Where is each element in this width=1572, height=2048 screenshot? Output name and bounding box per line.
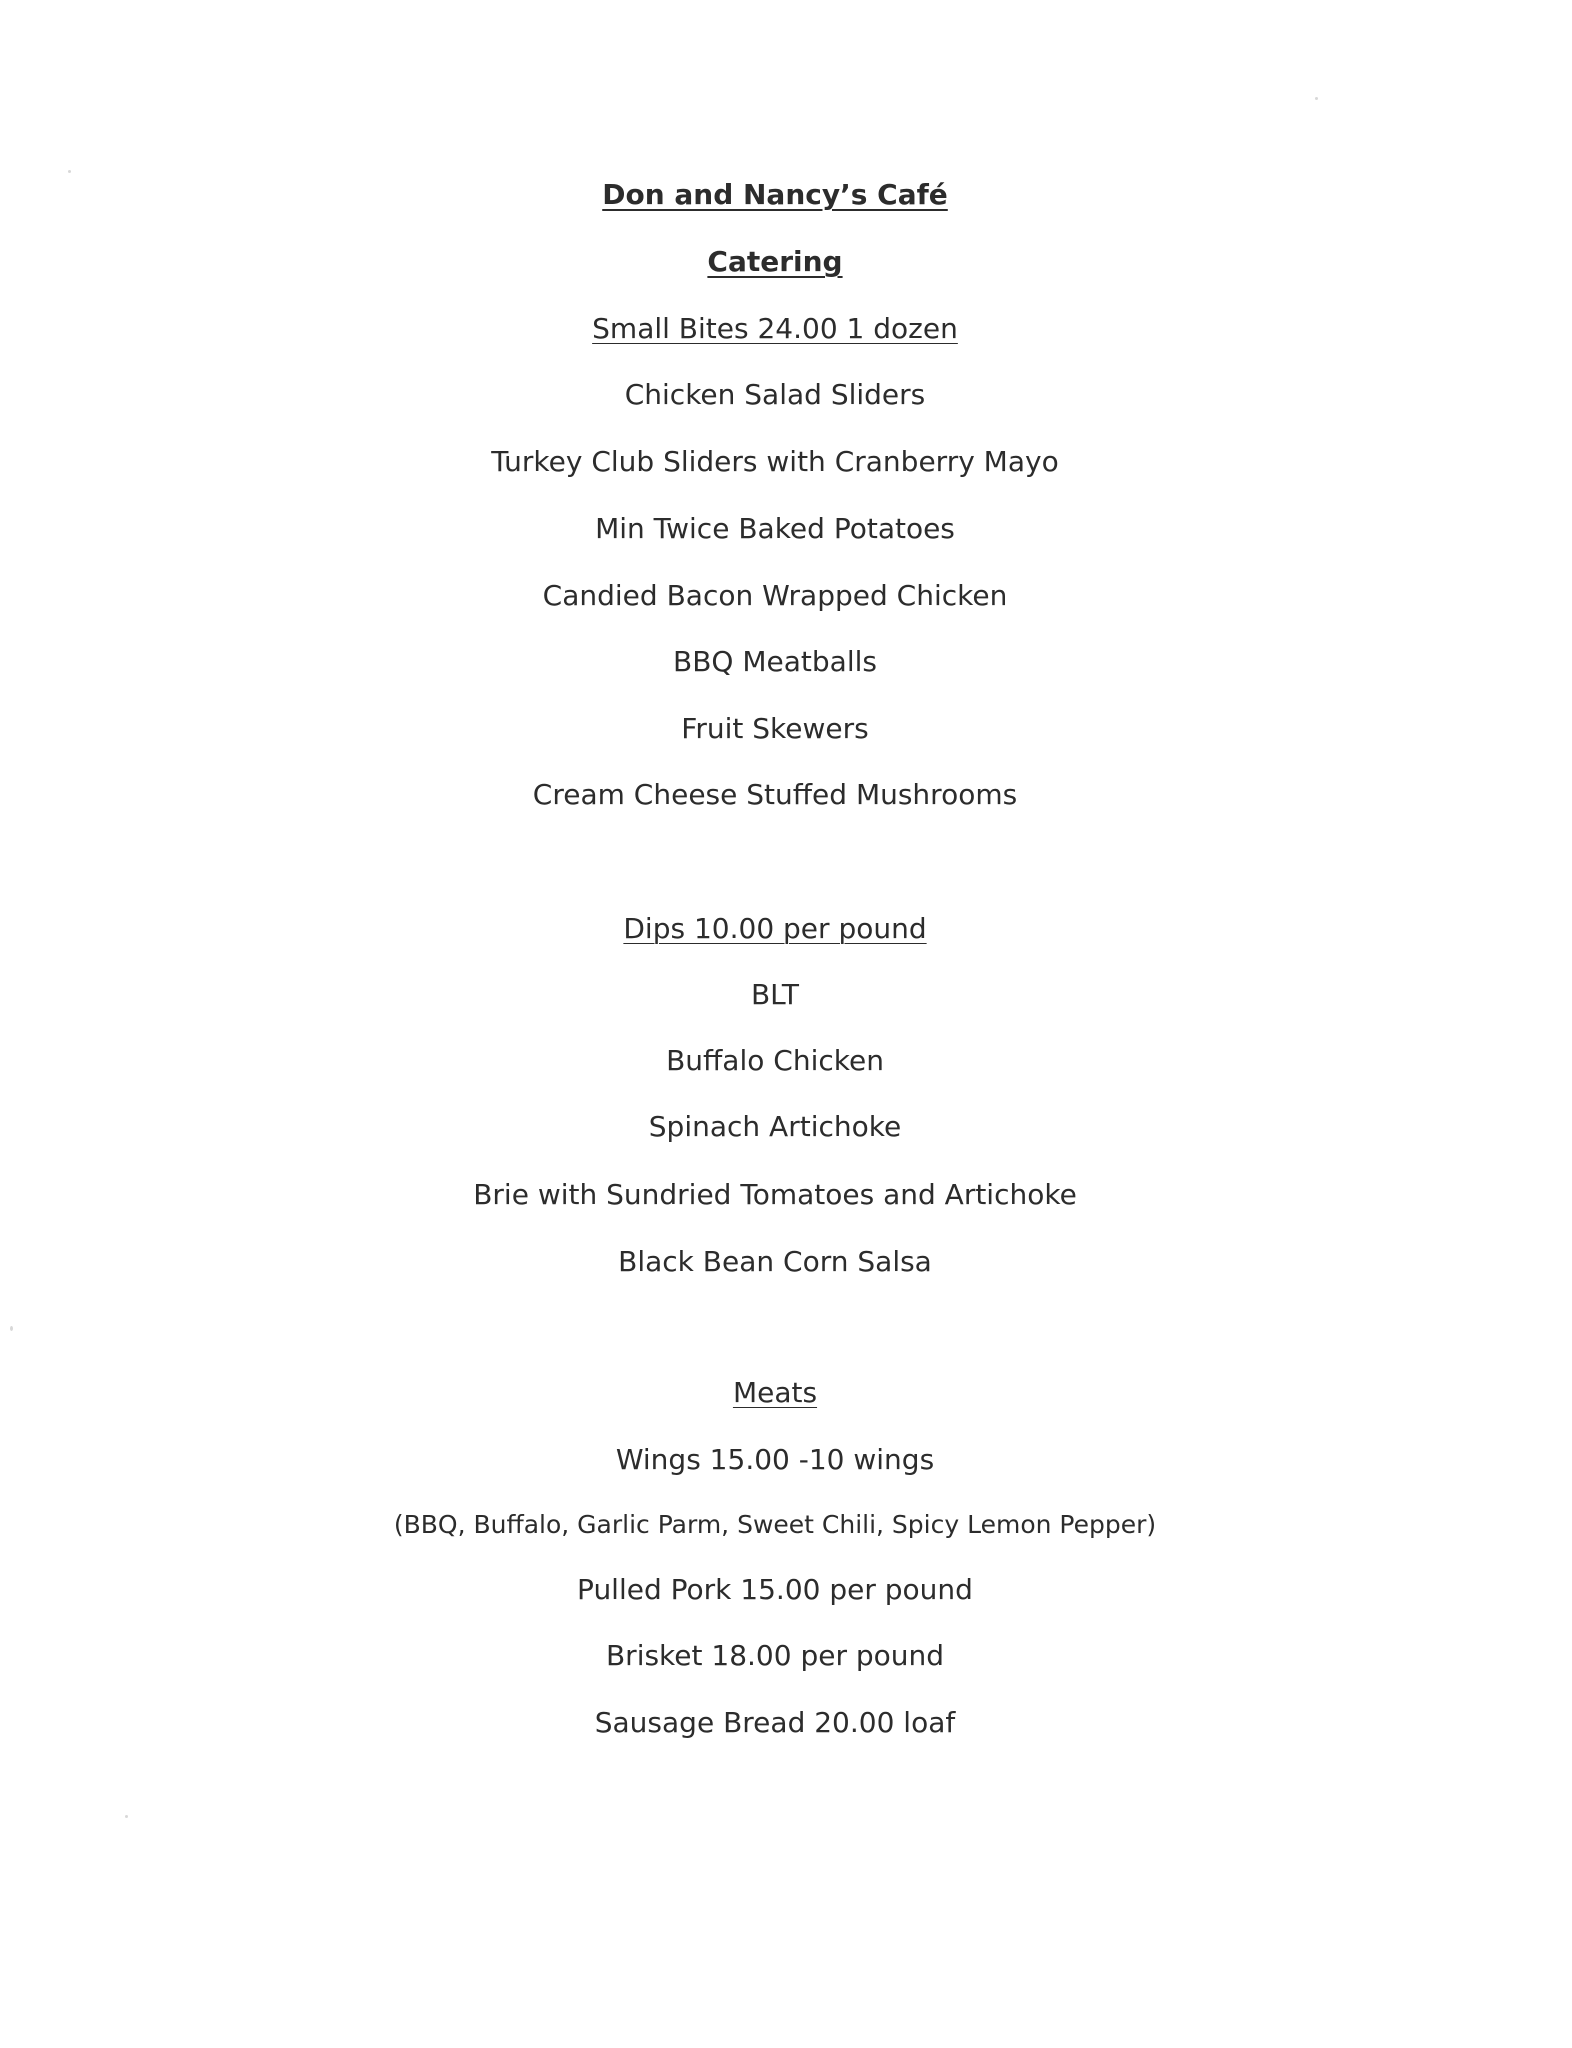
menu-item: Cream Cheese Stuffed Mushrooms — [532, 778, 1018, 811]
menu-item: Candied Bacon Wrapped Chicken — [542, 579, 1008, 612]
scan-speck — [10, 1326, 13, 1331]
menu-item: Spinach Artichoke — [648, 1110, 902, 1143]
menu-item: BBQ Meatballs — [673, 645, 877, 678]
menu-item: Pulled Pork 15.00 per pound — [577, 1573, 973, 1606]
menu-item: Brisket 18.00 per pound — [605, 1639, 945, 1672]
menu-item: Turkey Club Sliders with Cranberry Mayo — [491, 445, 1059, 478]
menu-item: Chicken Salad Sliders — [624, 378, 926, 411]
menu-item: Wings 15.00 -10 wings — [615, 1443, 935, 1476]
page-title: Don and Nancy’s Café — [602, 178, 948, 211]
menu-item-note: (BBQ, Buffalo, Garlic Parm, Sweet Chili, Spicy Lemon Pepper) — [393, 1510, 1157, 1539]
page-subtitle: Catering — [707, 245, 843, 278]
section-heading-dips: Dips 10.00 per pound — [623, 912, 927, 945]
menu-item: Sausage Bread 20.00 loaf — [594, 1706, 956, 1739]
menu-item: Min Twice Baked Potatoes — [595, 512, 955, 545]
section-heading-meats: Meats — [732, 1376, 818, 1409]
scan-speck — [125, 1815, 128, 1818]
scan-speck — [68, 170, 71, 173]
scan-speck — [1315, 97, 1318, 100]
menu-item: Buffalo Chicken — [666, 1044, 884, 1077]
menu-item: Fruit Skewers — [681, 712, 869, 745]
menu-item: Brie with Sundried Tomatoes and Artichoke — [473, 1178, 1077, 1211]
menu-item: Black Bean Corn Salsa — [618, 1245, 932, 1278]
section-heading-small-bites: Small Bites 24.00 1 dozen — [592, 312, 958, 345]
menu-item: BLT — [750, 978, 800, 1011]
